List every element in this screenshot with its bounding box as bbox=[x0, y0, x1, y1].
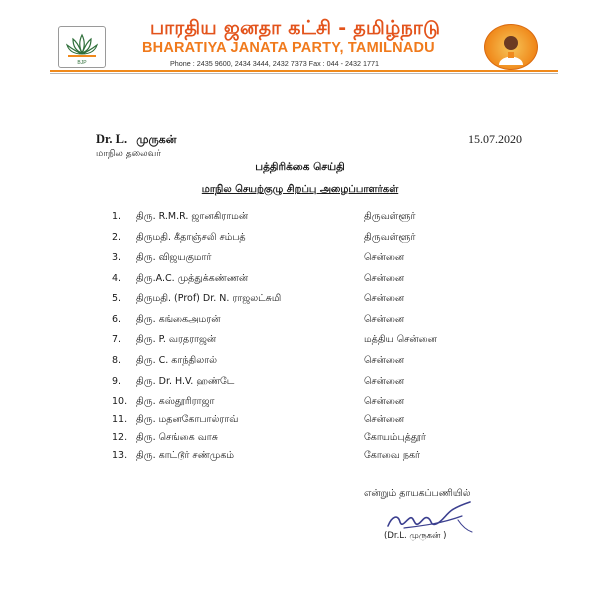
invitee-name: திரு. கங்கைஅமரன் bbox=[136, 314, 221, 325]
invitee-district: சென்னை bbox=[364, 414, 405, 425]
invitee-name: திருமதி. (Prof) Dr. N. ராஜலட்சுமி bbox=[136, 293, 282, 304]
invitee-district: கோவை நகர் bbox=[364, 450, 421, 461]
item-number: 9. bbox=[112, 376, 122, 387]
invitee-name: திரு.A.C. முத்துக்கண்ணன் bbox=[136, 273, 249, 284]
item-number: 2. bbox=[112, 232, 122, 243]
invitee-name: திரு. விஜயகுமார் bbox=[136, 252, 212, 263]
invitee-name: திரு. மதனகோபால்ராவ் bbox=[136, 414, 239, 425]
sender-title: மாநில தலைவர் bbox=[96, 149, 161, 159]
item-number: 11. bbox=[112, 414, 128, 425]
document-type-heading: பத்திரிக்கை செய்தி bbox=[255, 161, 345, 173]
invitee-district: சென்னை bbox=[364, 273, 405, 284]
invitee-district: சென்னை bbox=[364, 376, 405, 387]
list-item bbox=[0, 273, 600, 289]
item-number: 5. bbox=[112, 293, 122, 304]
invitee-district: திருவள்ளூர் bbox=[364, 211, 416, 222]
list-item bbox=[0, 314, 600, 330]
list-item bbox=[0, 252, 600, 268]
item-number: 3. bbox=[112, 252, 122, 263]
item-number: 13. bbox=[112, 450, 128, 461]
invitee-district: சென்னை bbox=[364, 252, 405, 263]
sender-name-tamil: முருகன் bbox=[136, 133, 177, 146]
invitee-district: சென்னை bbox=[364, 293, 405, 304]
item-number: 8. bbox=[112, 355, 122, 366]
item-number: 4. bbox=[112, 273, 122, 284]
item-number: 6. bbox=[112, 314, 122, 325]
contact-line: Phone : 2435 9600, 2434 3444, 2432 7373 Fax : 044 - 2432 1771 bbox=[170, 59, 380, 68]
list-item bbox=[0, 355, 600, 371]
invitee-district: மத்திய சென்னை bbox=[364, 334, 437, 345]
invitee-name: திரு. செங்கை வாசு bbox=[136, 432, 218, 443]
logo-caption: BJP bbox=[77, 60, 87, 66]
invitee-name: திரு. கஸ்தூரிராஜா bbox=[136, 396, 215, 407]
subject-heading: மாநில செயற்குழு சிறப்பு அழைப்பாளர்கள் bbox=[201, 184, 399, 195]
item-number: 12. bbox=[112, 432, 128, 443]
release-date: 15.07.2020 bbox=[468, 132, 522, 146]
invitee-name: திரு. R.M.R. ஜானகிராமன் bbox=[136, 211, 249, 222]
invitee-district: சென்னை bbox=[364, 355, 405, 366]
list-item bbox=[0, 376, 600, 392]
invitee-district: சென்னை bbox=[364, 314, 405, 325]
list-item bbox=[0, 334, 600, 350]
list-item bbox=[0, 450, 600, 466]
item-number: 10. bbox=[112, 396, 128, 407]
item-number: 1. bbox=[112, 211, 122, 222]
invitee-name: திரு. P. வரதராஜன் bbox=[136, 334, 217, 345]
invitee-name: திரு. Dr. H.V. ஹண்டே bbox=[136, 376, 235, 387]
list-item bbox=[0, 432, 600, 448]
closing-phrase: என்றும் தாயகப்பணியில் bbox=[364, 488, 471, 499]
party-name-english: BHARATIYA JANATA PARTY, TAMILNADU bbox=[142, 40, 435, 56]
list-item bbox=[0, 211, 600, 227]
list-item bbox=[0, 414, 600, 430]
item-number: 7. bbox=[112, 334, 122, 345]
list-item bbox=[0, 293, 600, 309]
invitee-name: திரு. C. காந்திலால் bbox=[136, 355, 217, 366]
list-item bbox=[0, 396, 600, 412]
invitee-district: திருவள்ளூர் bbox=[364, 232, 416, 243]
sender-prefix: Dr. L. bbox=[96, 132, 128, 146]
list-item bbox=[0, 232, 600, 248]
invitee-district: சென்னை bbox=[364, 396, 405, 407]
party-name-tamil: பாரதிய ஜனதா கட்சி - தமிழ்நாடு bbox=[150, 17, 441, 39]
invitee-district: கோயம்புத்தூர் bbox=[364, 432, 426, 443]
invitee-name: திரு. காட்டூர் சண்முகம் bbox=[136, 450, 235, 461]
invitee-name: திருமதி. கீதாஞ்சலி சம்பத் bbox=[136, 232, 246, 243]
signatory-name: (Dr.L. முருகன் ) bbox=[384, 531, 447, 541]
